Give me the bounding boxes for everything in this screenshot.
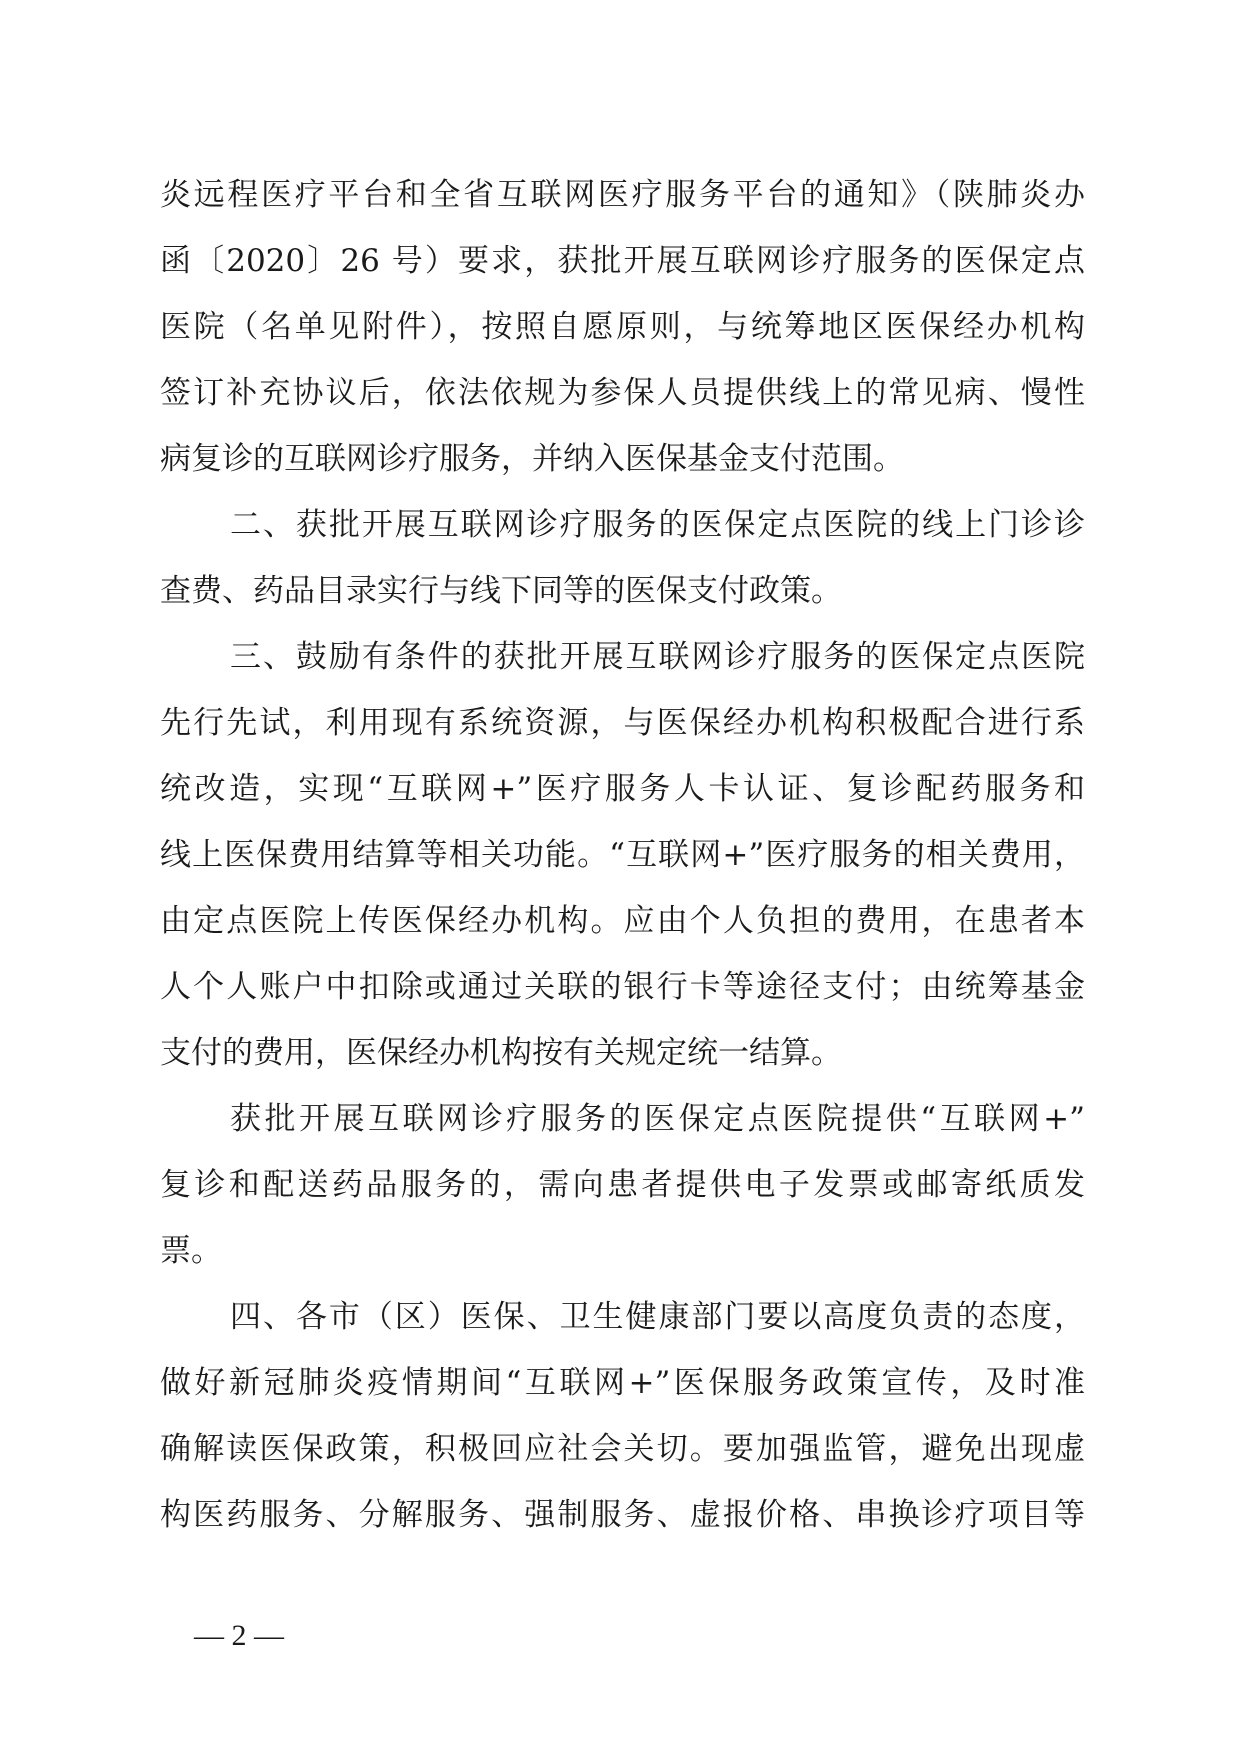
paragraph-two-line: 二、获批开展互联网诊疗服务的医保定点医院的线上门诊诊	[230, 507, 1085, 543]
paragraph-four-line: 四、各市（区）医保、卫生健康部门要以高度负责的态度，	[230, 1299, 1085, 1335]
text-line: 人个人账户中扣除或通过关联的银行卡等途径支付；由统筹基金	[160, 969, 1085, 1005]
paragraph-three-line: 三、鼓励有条件的获批开展互联网诊疗服务的医保定点医院	[230, 639, 1085, 675]
text-line: 确解读医保政策，积极回应社会关切。要加强监管，避免出现虚	[160, 1431, 1085, 1467]
text-line: 统改造，实现“互联网+”医疗服务人卡认证、复诊配药服务和	[160, 771, 1085, 807]
text-line: 先行先试，利用现有系统资源，与医保经办机构积极配合进行系	[160, 705, 1085, 741]
text-line: 医院（名单见附件），按照自愿原则，与统筹地区医保经办机构	[160, 309, 1085, 345]
text-line: 线上医保费用结算等相关功能。“互联网+”医疗服务的相关费用，	[160, 837, 1085, 873]
text-line: 病复诊的互联网诊疗服务，并纳入医保基金支付范围。	[160, 441, 904, 477]
text-line: 支付的费用，医保经办机构按有关规定统一结算。	[160, 1035, 842, 1071]
text-line: 查费、药品目录实行与线下同等的医保支付政策。	[160, 573, 842, 609]
text-line: 由定点医院上传医保经办机构。应由个人负担的费用，在患者本	[160, 903, 1085, 939]
text-line: 炎远程医疗平台和全省互联网医疗服务平台的通知》（陕肺炎办	[160, 177, 1085, 213]
page-number: — 2 —	[194, 1619, 284, 1652]
text-line: 票。	[160, 1233, 222, 1269]
text-line: 做好新冠肺炎疫情期间“互联网+”医保服务政策宣传，及时准	[160, 1365, 1085, 1401]
text-line: 构医药服务、分解服务、强制服务、虚报价格、串换诊疗项目等	[160, 1497, 1085, 1533]
paragraph-invoice-line: 获批开展互联网诊疗服务的医保定点医院提供“互联网+”	[230, 1101, 1085, 1137]
text-line: 签订补充协议后，依法依规为参保人员提供线上的常见病、慢性	[160, 375, 1085, 411]
text-line: 复诊和配送药品服务的，需向患者提供电子发票或邮寄纸质发	[160, 1167, 1085, 1203]
text-line: 函〔2020〕26 号）要求，获批开展互联网诊疗服务的医保定点	[160, 243, 1085, 279]
